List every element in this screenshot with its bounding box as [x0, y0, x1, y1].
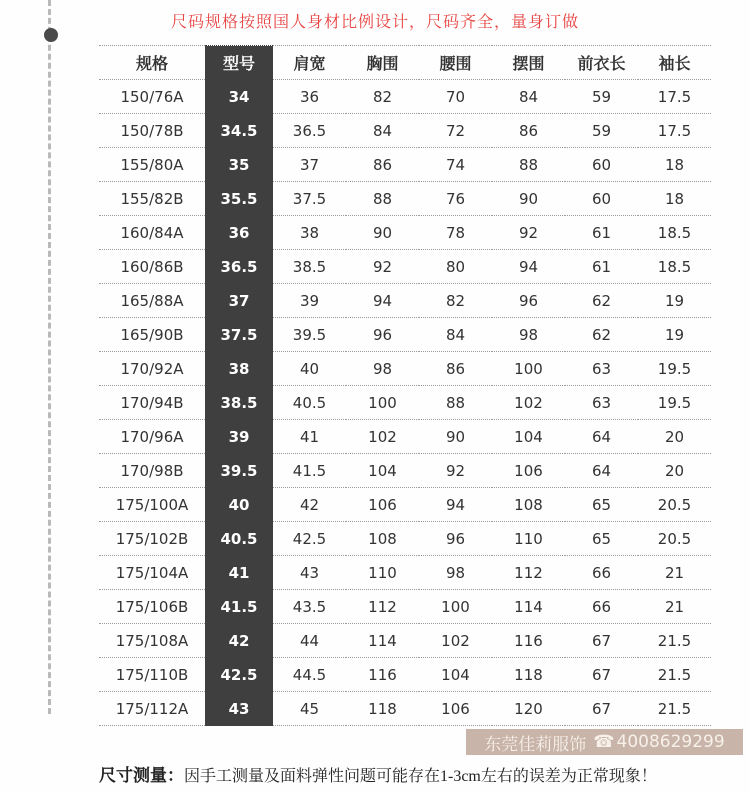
value-cell: 82	[346, 80, 419, 114]
value-cell: 88	[492, 148, 565, 182]
value-cell: 17.5	[638, 80, 711, 114]
value-cell: 44	[273, 624, 346, 658]
table-row	[99, 148, 711, 182]
value-cell: 102	[346, 420, 419, 454]
value-cell: 45	[273, 692, 346, 726]
value-cell: 94	[346, 284, 419, 318]
value-cell: 19.5	[638, 352, 711, 386]
spec-cell: 175/100A	[99, 488, 205, 522]
value-cell: 42	[273, 488, 346, 522]
spec-cell: 150/76A	[99, 80, 205, 114]
value-cell: 108	[492, 488, 565, 522]
watermark-shop-name: 东莞佳莉服饰	[484, 734, 587, 755]
measurement-note	[99, 761, 719, 786]
table-row	[99, 250, 711, 284]
value-cell: 114	[492, 590, 565, 624]
value-cell: 41	[273, 420, 346, 454]
value-cell: 84	[492, 80, 565, 114]
note-label: 尺寸测量：	[99, 766, 184, 785]
value-cell: 64	[565, 454, 638, 488]
model-cell: 36.5	[205, 250, 273, 284]
table-row	[99, 488, 711, 522]
value-cell: 62	[565, 284, 638, 318]
value-cell: 66	[565, 556, 638, 590]
column-header: 型号	[205, 46, 273, 80]
value-cell: 65	[565, 522, 638, 556]
value-cell: 40.5	[273, 386, 346, 420]
value-cell: 100	[419, 590, 492, 624]
value-cell: 106	[419, 692, 492, 726]
value-cell: 43.5	[273, 590, 346, 624]
watermark-phone	[593, 732, 724, 752]
value-cell: 86	[419, 352, 492, 386]
model-cell: 38.5	[205, 386, 273, 420]
value-cell: 118	[492, 658, 565, 692]
value-cell: 98	[419, 556, 492, 590]
value-cell: 18.5	[638, 216, 711, 250]
value-cell: 86	[492, 114, 565, 148]
value-cell: 40	[273, 352, 346, 386]
value-cell: 67	[565, 658, 638, 692]
value-cell: 112	[346, 590, 419, 624]
model-cell: 38	[205, 352, 273, 386]
spec-cell: 160/86B	[99, 250, 205, 284]
value-cell: 39	[273, 284, 346, 318]
value-cell: 94	[492, 250, 565, 284]
value-cell: 108	[346, 522, 419, 556]
value-cell: 20.5	[638, 488, 711, 522]
value-cell: 60	[565, 182, 638, 216]
value-cell: 18.5	[638, 250, 711, 284]
value-cell: 104	[492, 420, 565, 454]
size-table-body	[99, 80, 711, 726]
value-cell: 84	[346, 114, 419, 148]
value-cell: 67	[565, 692, 638, 726]
value-cell: 88	[346, 182, 419, 216]
value-cell: 114	[346, 624, 419, 658]
value-cell: 76	[419, 182, 492, 216]
spec-cell: 160/84A	[99, 216, 205, 250]
column-header: 前衣长	[565, 46, 638, 80]
value-cell: 62	[565, 318, 638, 352]
spec-cell: 170/98B	[99, 454, 205, 488]
value-cell: 20.5	[638, 522, 711, 556]
value-cell: 44.5	[273, 658, 346, 692]
model-cell: 36	[205, 216, 273, 250]
table-row	[99, 658, 711, 692]
table-row	[99, 590, 711, 624]
value-cell: 86	[346, 148, 419, 182]
value-cell: 92	[492, 216, 565, 250]
value-cell: 37.5	[273, 182, 346, 216]
table-row	[99, 692, 711, 726]
value-cell: 38.5	[273, 250, 346, 284]
value-cell: 18	[638, 182, 711, 216]
table-row	[99, 318, 711, 352]
value-cell: 21.5	[638, 658, 711, 692]
model-cell: 35	[205, 148, 273, 182]
value-cell: 66	[565, 590, 638, 624]
column-header: 腰围	[419, 46, 492, 80]
value-cell: 41.5	[273, 454, 346, 488]
model-cell: 39.5	[205, 454, 273, 488]
value-cell: 110	[346, 556, 419, 590]
value-cell: 42.5	[273, 522, 346, 556]
column-header: 规格	[99, 46, 205, 80]
model-cell: 40	[205, 488, 273, 522]
spec-cell: 155/80A	[99, 148, 205, 182]
size-table	[99, 45, 711, 726]
column-header: 摆围	[492, 46, 565, 80]
spec-cell: 175/106B	[99, 590, 205, 624]
value-cell: 100	[346, 386, 419, 420]
model-cell: 35.5	[205, 182, 273, 216]
value-cell: 61	[565, 250, 638, 284]
value-cell: 78	[419, 216, 492, 250]
value-cell: 92	[419, 454, 492, 488]
column-header: 袖长	[638, 46, 711, 80]
value-cell: 88	[419, 386, 492, 420]
model-cell: 42.5	[205, 658, 273, 692]
model-cell: 37	[205, 284, 273, 318]
value-cell: 17.5	[638, 114, 711, 148]
model-cell: 43	[205, 692, 273, 726]
value-cell: 116	[492, 624, 565, 658]
value-cell: 96	[346, 318, 419, 352]
table-row	[99, 216, 711, 250]
spec-cell: 175/104A	[99, 556, 205, 590]
value-cell: 19.5	[638, 386, 711, 420]
value-cell: 65	[565, 488, 638, 522]
table-row	[99, 114, 711, 148]
value-cell: 74	[419, 148, 492, 182]
value-cell: 110	[492, 522, 565, 556]
spec-cell: 175/112A	[99, 692, 205, 726]
value-cell: 63	[565, 352, 638, 386]
value-cell: 96	[419, 522, 492, 556]
model-cell: 40.5	[205, 522, 273, 556]
value-cell: 21	[638, 556, 711, 590]
watermark-phone-number: 4008629299	[616, 732, 725, 752]
model-cell: 34.5	[205, 114, 273, 148]
model-cell: 41.5	[205, 590, 273, 624]
table-row	[99, 284, 711, 318]
value-cell: 43	[273, 556, 346, 590]
value-cell: 19	[638, 284, 711, 318]
spec-cell: 150/78B	[99, 114, 205, 148]
spec-cell: 170/94B	[99, 386, 205, 420]
value-cell: 72	[419, 114, 492, 148]
value-cell: 36.5	[273, 114, 346, 148]
value-cell: 80	[419, 250, 492, 284]
telephone-icon: ☎	[593, 732, 615, 752]
header-row	[99, 46, 711, 80]
column-header: 肩宽	[273, 46, 346, 80]
timeline-dashed-line	[48, 0, 51, 714]
value-cell: 98	[346, 352, 419, 386]
model-cell: 41	[205, 556, 273, 590]
spec-cell: 175/110B	[99, 658, 205, 692]
value-cell: 39.5	[273, 318, 346, 352]
value-cell: 96	[492, 284, 565, 318]
value-cell: 120	[492, 692, 565, 726]
value-cell: 90	[419, 420, 492, 454]
value-cell: 67	[565, 624, 638, 658]
spec-cell: 170/92A	[99, 352, 205, 386]
table-row	[99, 454, 711, 488]
model-cell: 34	[205, 80, 273, 114]
value-cell: 102	[492, 386, 565, 420]
value-cell: 112	[492, 556, 565, 590]
value-cell: 82	[419, 284, 492, 318]
value-cell: 84	[419, 318, 492, 352]
value-cell: 104	[346, 454, 419, 488]
value-cell: 18	[638, 148, 711, 182]
value-cell: 90	[346, 216, 419, 250]
value-cell: 19	[638, 318, 711, 352]
value-cell: 90	[492, 182, 565, 216]
value-cell: 21.5	[638, 624, 711, 658]
spec-cell: 165/88A	[99, 284, 205, 318]
value-cell: 92	[346, 250, 419, 284]
spec-cell: 165/90B	[99, 318, 205, 352]
value-cell: 20	[638, 454, 711, 488]
table-row	[99, 420, 711, 454]
model-cell: 37.5	[205, 318, 273, 352]
value-cell: 104	[419, 658, 492, 692]
model-cell: 39	[205, 420, 273, 454]
value-cell: 21.5	[638, 692, 711, 726]
spec-cell: 170/96A	[99, 420, 205, 454]
value-cell: 36	[273, 80, 346, 114]
value-cell: 20	[638, 420, 711, 454]
table-row	[99, 624, 711, 658]
page-title: 尺码规格按照国人身材比例设计，尺码齐全，量身订做	[170, 12, 579, 31]
table-row	[99, 80, 711, 114]
table-row	[99, 386, 711, 420]
value-cell: 106	[492, 454, 565, 488]
value-cell: 60	[565, 148, 638, 182]
note-text: 因手工测量及面料弹性问题可能存在1-3cm左右的误差为正常现象！	[184, 768, 657, 785]
value-cell: 59	[565, 114, 638, 148]
value-cell: 116	[346, 658, 419, 692]
value-cell: 63	[565, 386, 638, 420]
table-row	[99, 556, 711, 590]
size-table-header	[99, 46, 711, 80]
value-cell: 37	[273, 148, 346, 182]
value-cell: 64	[565, 420, 638, 454]
spec-cell: 175/108A	[99, 624, 205, 658]
value-cell: 118	[346, 692, 419, 726]
table-row	[99, 182, 711, 216]
value-cell: 94	[419, 488, 492, 522]
value-cell: 21	[638, 590, 711, 624]
spec-cell: 175/102B	[99, 522, 205, 556]
watermark	[466, 729, 743, 755]
value-cell: 106	[346, 488, 419, 522]
value-cell: 102	[419, 624, 492, 658]
value-cell: 100	[492, 352, 565, 386]
value-cell: 38	[273, 216, 346, 250]
value-cell: 70	[419, 80, 492, 114]
value-cell: 98	[492, 318, 565, 352]
table-row	[99, 352, 711, 386]
value-cell: 61	[565, 216, 638, 250]
spec-cell: 155/82B	[99, 182, 205, 216]
column-header: 胸围	[346, 46, 419, 80]
model-cell: 42	[205, 624, 273, 658]
table-row	[99, 522, 711, 556]
value-cell: 59	[565, 80, 638, 114]
